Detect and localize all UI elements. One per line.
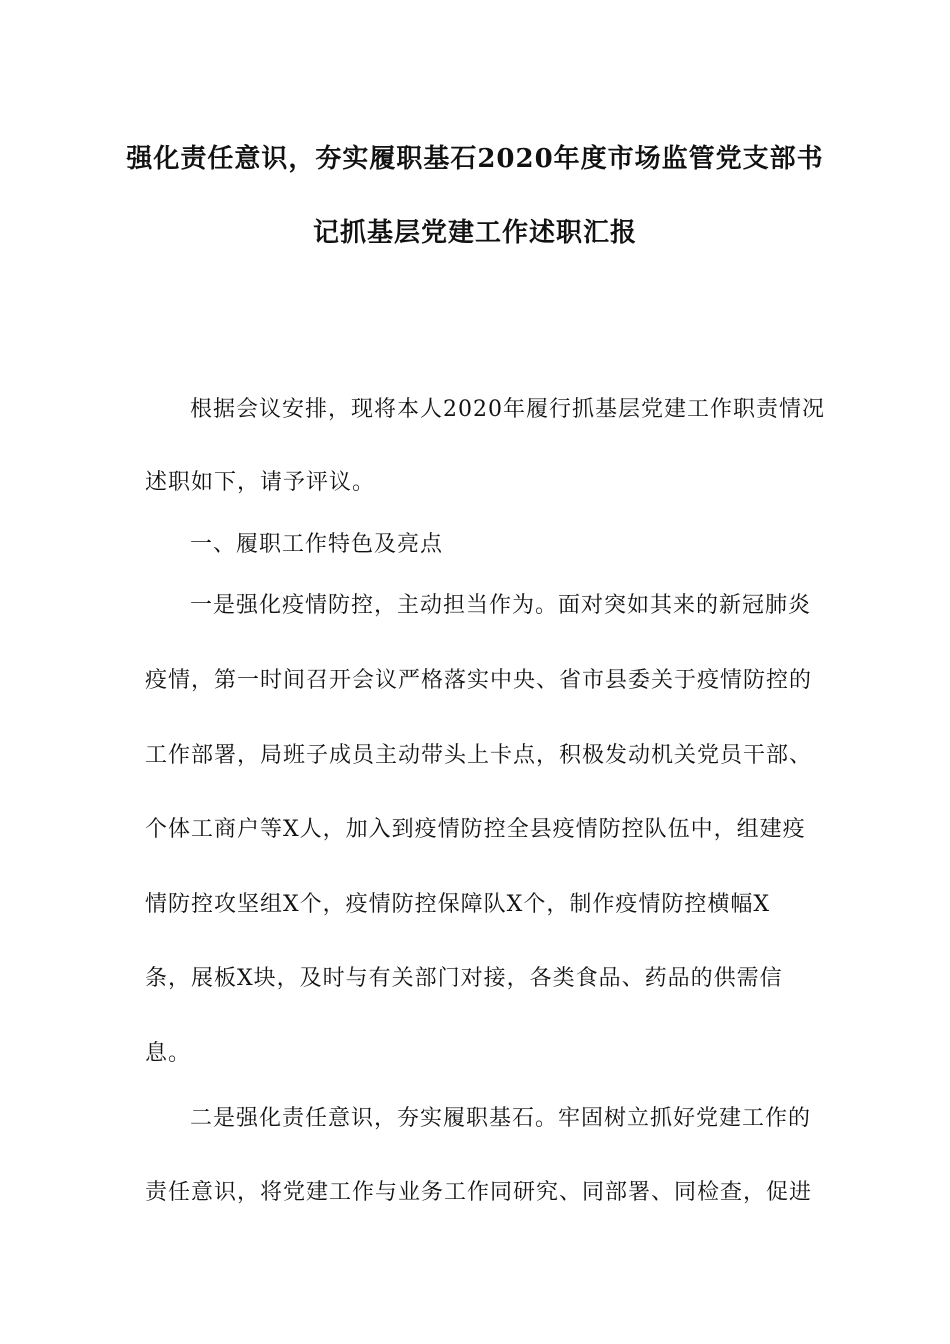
document-title-line-1: 强化责任意识，夯实履职基石2020年度市场监管党支部书 xyxy=(126,144,824,174)
paragraph-1-line-3: 工作部署，局班子成员主动带头上卡点，积极发动机关党员干部、 xyxy=(145,743,813,768)
paragraph-2-line-2: 责任意识，将党建工作与业务工作同研究、同部署、同检查，促进 xyxy=(145,1180,813,1205)
paragraph-1-line-5: 情防控攻坚组X个，疫情防控保障队X个，制作疫情防控横幅X xyxy=(145,892,770,917)
document-title-line-2: 记抓基层党建工作述职汇报 xyxy=(312,218,637,248)
paragraph-1-line-6: 条，展板X块，及时与有关部门对接，各类食品、药品的供需信 xyxy=(145,966,783,991)
paragraph-1-line-2: 疫情，第一时间召开会议严格落实中央、省市县委关于疫情防控的 xyxy=(145,668,813,693)
paragraph-1-line-7: 息。 xyxy=(145,1041,192,1066)
paragraph-intro-line-2: 述职如下，请予评议。 xyxy=(145,470,376,495)
paragraph-2-line-1: 二是强化责任意识，夯实履职基石。牢固树立抓好党建工作的 xyxy=(190,1106,812,1131)
paragraph-1-line-1: 一是强化疫情防控，主动担当作为。面对突如其来的新冠肺炎 xyxy=(190,593,812,618)
section-heading-1: 一、履职工作特色及亮点 xyxy=(190,532,444,557)
paragraph-intro-line-1: 根据会议安排，现将本人2020年履行抓基层党建工作职责情况 xyxy=(190,397,825,422)
paragraph-1-line-4: 个体工商户等X人，加入到疫情防控全县疫情防控队伍中，组建疫 xyxy=(145,817,806,842)
